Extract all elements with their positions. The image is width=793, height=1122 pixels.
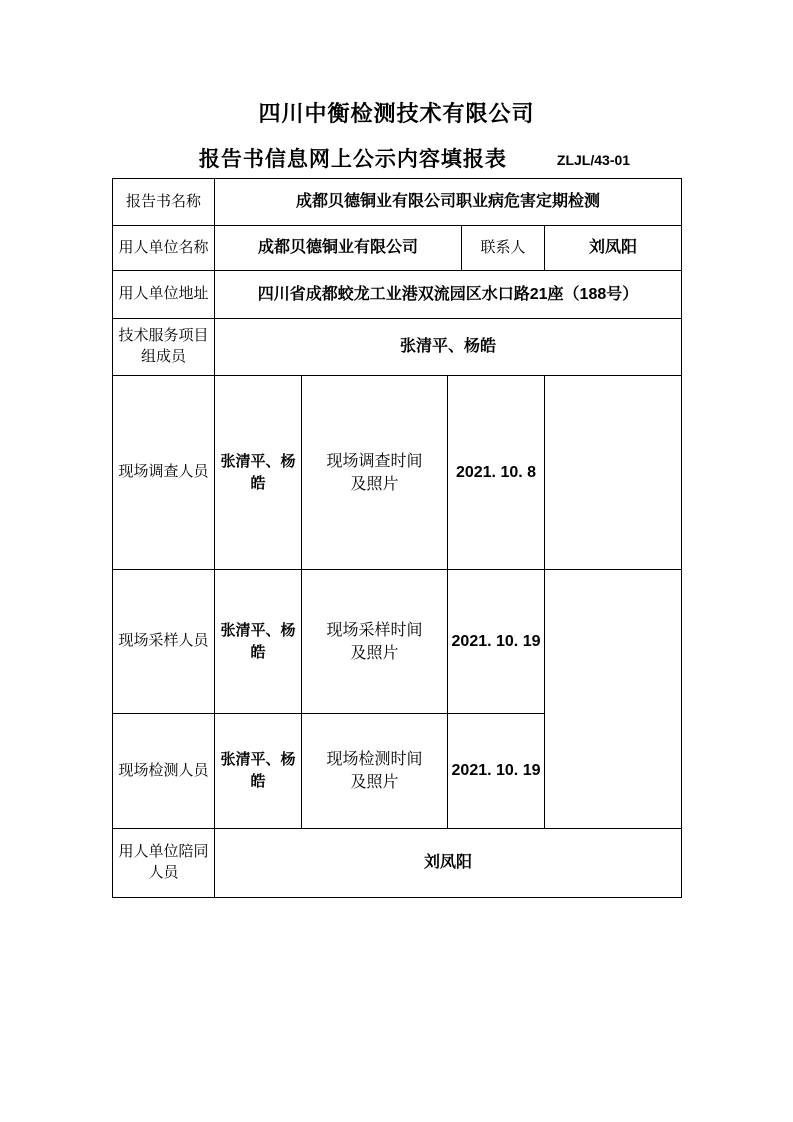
testing-time-label-text: 现场检测时间及照片	[326, 751, 423, 791]
contact-label-text: 联系人	[480, 239, 526, 256]
accompany-personnel-value	[215, 829, 682, 898]
report-name-value-text: 成都贝德铜业有限公司职业病危害定期检测	[295, 193, 600, 210]
accompany-personnel-label-text: 用人单位陪同人员	[118, 844, 209, 881]
project-team-label-text: 技术服务项目组成员	[118, 328, 209, 365]
testing-personnel-label-text: 现场检测人员	[118, 762, 209, 779]
report-name-value	[215, 179, 682, 226]
employer-address-label	[113, 271, 215, 319]
sampling-personnel-value	[215, 570, 302, 714]
report-info-table	[112, 178, 682, 898]
contact-value	[545, 226, 682, 271]
form-title-row	[18, 143, 793, 173]
testing-personnel-value	[215, 714, 302, 829]
employer-address-label-text: 用人单位地址	[118, 286, 209, 302]
contact-label	[462, 226, 545, 271]
contact-value-text: 刘凤阳	[588, 239, 637, 256]
company-title: 四川中衡检测技术有限公司	[258, 101, 535, 126]
form-title: 报告书信息网上公示内容填报表	[198, 148, 507, 171]
testing-date-text: 2021. 10. 19	[451, 762, 541, 779]
survey-date-text: 2021. 10. 8	[455, 463, 537, 481]
sampling-time-label-text: 现场采样时间及照片	[326, 621, 423, 662]
survey-time-label	[302, 376, 448, 570]
testing-time-label	[302, 714, 448, 829]
sampling-personnel-label	[113, 570, 215, 714]
sampling-time-label	[302, 570, 448, 714]
testing-date	[448, 714, 545, 829]
employer-address-value	[215, 271, 682, 319]
testing-personnel-label	[113, 714, 215, 829]
accompany-personnel-value-text: 刘凤阳	[423, 854, 472, 871]
accompany-personnel-label	[113, 829, 215, 898]
sampling-personnel-label-text: 现场采样人员	[118, 633, 209, 649]
sampling-date-text: 2021. 10. 19	[451, 632, 541, 650]
sampling-personnel-value-text: 张清平、杨皓	[220, 621, 296, 661]
project-team-label	[113, 319, 215, 376]
survey-personnel-value	[215, 376, 302, 570]
employer-name-label	[113, 226, 215, 271]
form-code: ZLJL/43-01	[556, 152, 631, 168]
project-team-value	[215, 319, 682, 376]
project-team-value-text: 张清平、杨皓	[399, 338, 496, 355]
survey-personnel-label	[113, 376, 215, 570]
testing-personnel-value-text: 张清平、杨皓	[220, 751, 296, 790]
survey-date	[448, 376, 545, 570]
survey-personnel-label-text: 现场调查人员	[118, 464, 209, 480]
employer-address-value-text: 四川省成都蛟龙工业港双流园区水口路21座（188号）	[257, 285, 639, 303]
report-name-label-text: 报告书名称	[125, 193, 201, 210]
employer-name-label-text: 用人单位名称	[118, 239, 209, 256]
sampling-date	[448, 570, 545, 714]
sampling-testing-photo-cell	[545, 570, 682, 829]
survey-time-label-text: 现场调查时间及照片	[326, 452, 423, 493]
survey-personnel-value-text: 张清平、杨皓	[220, 452, 296, 492]
employer-name-value	[215, 226, 462, 271]
employer-name-value-text: 成都贝德铜业有限公司	[257, 239, 418, 256]
survey-photo-cell	[545, 376, 682, 570]
report-name-label	[113, 179, 215, 226]
